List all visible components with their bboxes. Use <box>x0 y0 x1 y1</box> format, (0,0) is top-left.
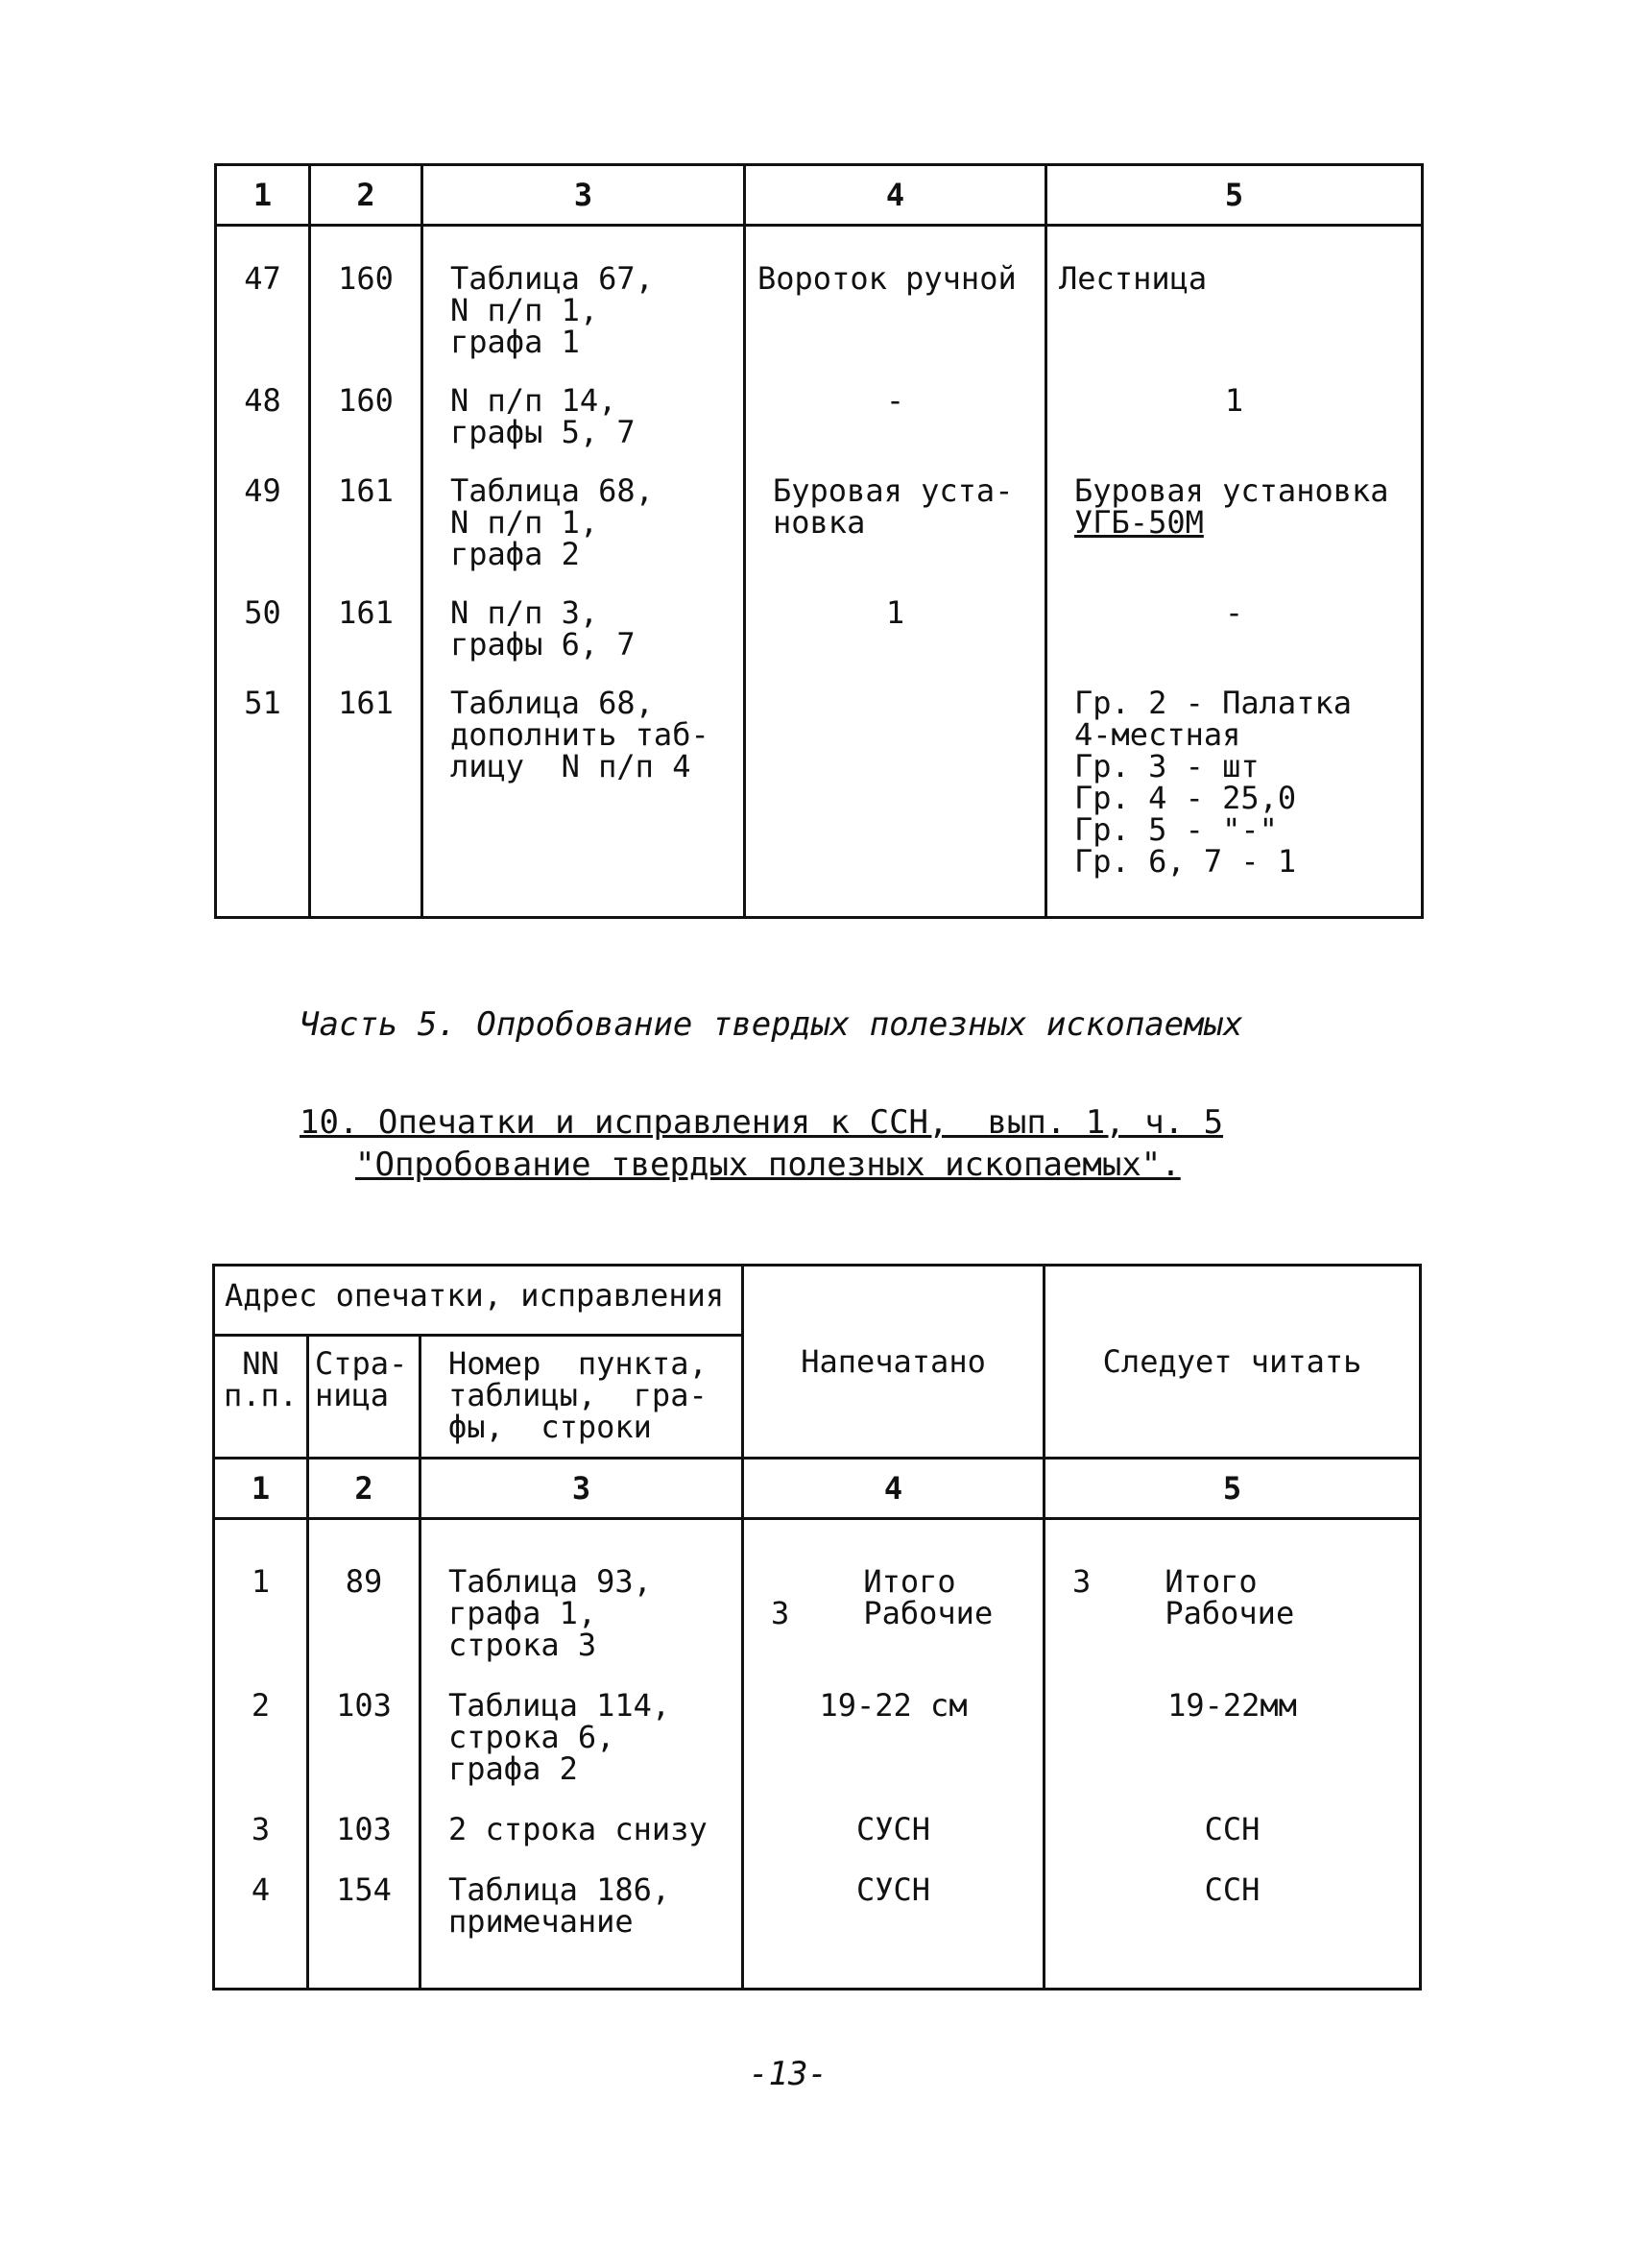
column-number: 2 <box>308 1459 420 1519</box>
nn-header: NN п.п. <box>214 1336 308 1459</box>
table-row <box>216 226 1423 359</box>
address-cell: Таблица 93, графа 1, строка 3 <box>420 1519 743 1662</box>
column-number: 5 <box>1045 1459 1421 1519</box>
page-number-cell: 161 <box>310 448 422 570</box>
row-number: 1 <box>214 1519 308 1662</box>
table-row <box>216 358 1423 448</box>
page-number-cell: 103 <box>308 1661 420 1785</box>
row-number: 3 <box>214 1785 308 1846</box>
column-number: 4 <box>745 165 1046 226</box>
printed-cell: Буровая уста- новка <box>745 448 1046 570</box>
column-number: 1 <box>214 1459 308 1519</box>
row-number: 49 <box>216 448 310 570</box>
row-number: 2 <box>214 1661 308 1785</box>
heading-line: "Опробование твердых полезных ископаемых". <box>355 1146 1181 1184</box>
correct-cell: Лестница <box>1046 226 1423 359</box>
row-number: 48 <box>216 358 310 448</box>
column-numbers-row <box>214 1459 1421 1519</box>
section-heading <box>300 1101 1223 1186</box>
printed-cell: Вороток ручной <box>745 226 1046 359</box>
column-number: 2 <box>310 165 422 226</box>
printed-cell: СУСН <box>743 1785 1045 1846</box>
row-number: 50 <box>216 570 310 661</box>
read-header: Следует читать <box>1045 1266 1421 1459</box>
item-header: Номер пункта, таблицы, гра- фы, строки <box>420 1336 743 1459</box>
address-cell: Таблица 67, N п/п 1, графа 1 <box>422 226 745 359</box>
table-header-row <box>216 165 1423 226</box>
printed-cell: 1 <box>745 570 1046 661</box>
page-number-cell: 160 <box>310 226 422 359</box>
page-number-cell: 154 <box>308 1846 420 1990</box>
correct-cell: ССН <box>1045 1846 1421 1990</box>
column-number: 5 <box>1046 165 1423 226</box>
printed-cell: - <box>745 358 1046 448</box>
heading-line: 10. Опечатки и исправления к ССН, вып. 1, ч. 5 <box>300 1103 1224 1142</box>
printed-cell: 19-22 см <box>743 1661 1045 1785</box>
corrections-table <box>212 1264 1422 1991</box>
section-title: Часть 5. Опробование твердых полезных ископаемых <box>300 1005 1243 1044</box>
address-cell: N п/п 14, графы 5, 7 <box>422 358 745 448</box>
correct-cell: Гр. 2 - Палатка 4-местная Гр. 3 - шт Гр. 4 - 25,0 Гр. 5 - "-" Гр. 6, 7 - 1 <box>1046 661 1423 918</box>
column-number: 4 <box>743 1459 1045 1519</box>
table-row <box>214 1661 1421 1785</box>
table-row <box>216 570 1423 661</box>
table-row <box>214 1519 1421 1662</box>
page-number-cell: 89 <box>308 1519 420 1662</box>
address-group-header: Адрес опечатки, исправления <box>214 1266 743 1336</box>
table-row <box>216 661 1423 918</box>
address-cell: Таблица 186, примечание <box>420 1846 743 1990</box>
printed-header: Напечатано <box>743 1266 1045 1459</box>
address-cell: Таблица 68, дополнить таб- лицу N п/п 4 <box>422 661 745 918</box>
row-number: 4 <box>214 1846 308 1990</box>
correct-cell: ССН <box>1045 1785 1421 1846</box>
page-number-cell: 103 <box>308 1785 420 1846</box>
corrections-table-continued <box>214 163 1424 919</box>
address-cell: Таблица 114, строка 6, графа 2 <box>420 1661 743 1785</box>
address-cell: N п/п 3, графы 6, 7 <box>422 570 745 661</box>
page-number-cell: 161 <box>310 570 422 661</box>
correct-cell: 3 Итого Рабочие <box>1045 1519 1421 1662</box>
row-number: 47 <box>216 226 310 359</box>
page-number-cell: 161 <box>310 661 422 918</box>
column-number: 3 <box>420 1459 743 1519</box>
correct-cell: 1 <box>1046 358 1423 448</box>
address-cell: Таблица 68, N п/п 1, графа 2 <box>422 448 745 570</box>
row-number: 51 <box>216 661 310 918</box>
table-row <box>216 448 1423 570</box>
table-row <box>214 1785 1421 1846</box>
correct-cell: 19-22мм <box>1045 1661 1421 1785</box>
correct-cell: - <box>1046 570 1423 661</box>
page-header: Стра- ница <box>308 1336 420 1459</box>
page-number: -13- <box>749 2055 828 2093</box>
column-number: 1 <box>216 165 310 226</box>
address-cell: 2 строка снизу <box>420 1785 743 1846</box>
printed-cell <box>745 661 1046 918</box>
correct-cell: Буровая установка УГБ-50М <box>1046 448 1423 570</box>
table-row <box>214 1846 1421 1990</box>
printed-cell: Итого 3 Рабочие <box>743 1519 1045 1662</box>
column-number: 3 <box>422 165 745 226</box>
table-header-row <box>214 1266 1421 1336</box>
page-number-cell: 160 <box>310 358 422 448</box>
printed-cell: СУСН <box>743 1846 1045 1990</box>
